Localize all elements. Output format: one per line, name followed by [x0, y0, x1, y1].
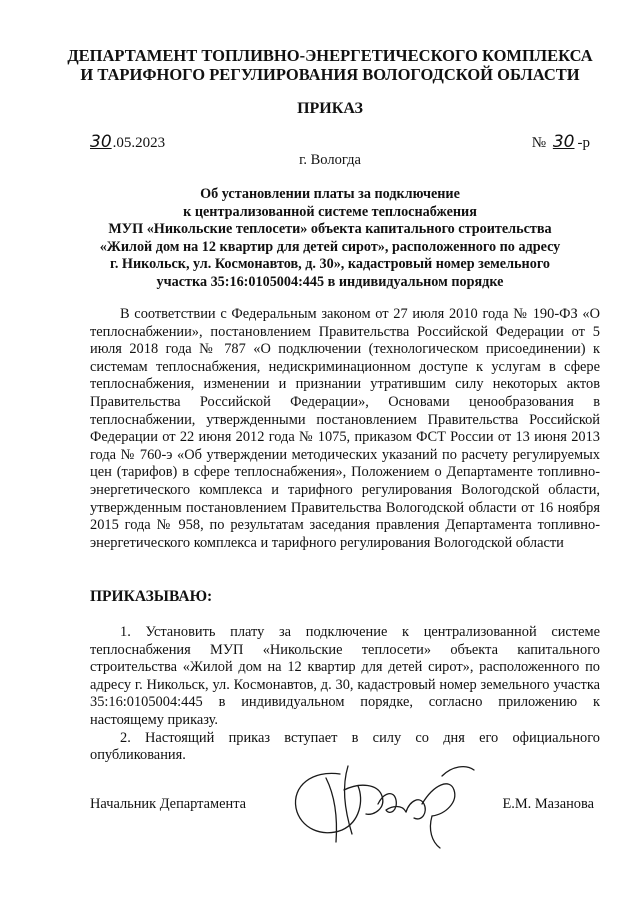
title-line: к централизованной системе теплоснабжения — [183, 203, 477, 220]
department-line-1: ДЕПАРТАМЕНТ ТОПЛИВНО-ЭНЕРГЕТИЧЕСКОГО КОМПЛЕКСА — [67, 46, 593, 65]
title-line: участка 35:16:0105004:445 в индивидуальном порядке — [156, 273, 504, 290]
preamble-paragraph: В соответствии с Федеральным законом от 27 июля 2010 года № 190-ФЗ «О теплоснабжении», постановлением Правительства Российской Федерации от 5 июля 2018 года № 787 «О подключении (технологическом присоединении) к системам теплоснабжения, недискриминационном доступе к услугам в сфере теплоснабжения, изменении и признании утратившим силу некоторых актов Правительства Российской Федерации», Основами ценообразования в теплоснабжении, утвержденными постановлением Правительства Российской Федерации от 22 июня 2012 года № 1075, приказом ФСТ России от 13 июня 2013 года № 760-э «Об утверждении методических указаний по расчету регулируемых цен (тарифов) в сфере теплоснабжения», Положением о Департаменте топливно-энергетического комплекса и тарифного регулирования Вологодской области, утвержденным постановлением Правительства Вологодской области от 16 ноября 2015 года № 958, по результатам заседания правления Департамента топливно-энергетического комплекса и тарифного регулирования Вологодской области — [90, 306, 600, 551]
order-item-1: 1. Установить плату за подключение к централизованной системе теплоснабжения МУП «Никольские теплосети» объекта капитального строительства «Жилой дом на 12 квартир для детей сирот», расположенного по адресу г. Никольск, ул. Космонавтов, д. 30, кадастровый номер земельного участка 35:16:0105004:445 в индивидуальном порядке, согласно приложению к настоящему приказу. — [90, 624, 600, 728]
city: г. Вологда — [299, 152, 361, 168]
title-line: г. Никольск, ул. Космонавтов, д. 30», кадастровый номер земельного — [109, 256, 551, 272]
number-prefix: № — [531, 135, 547, 151]
document-number — [532, 132, 590, 152]
order-items — [90, 624, 600, 765]
number-suffix: -р — [577, 135, 590, 151]
order-item-2: 2. Настоящий приказ вступает в силу со дня его официального опубликования. — [90, 729, 600, 764]
preamble-block — [90, 306, 600, 552]
signer-name: Е.М. Мазанова — [502, 796, 594, 812]
date-rest: .05.2023 — [112, 135, 166, 151]
department-line-2: И ТАРИФНОГО РЕГУЛИРОВАНИЯ ВОЛОГОДСКОЙ ОБЛАСТИ — [80, 65, 580, 84]
handwritten-signature — [282, 756, 492, 856]
document-title — [80, 186, 580, 291]
title-line: Об установлении платы за подключение — [200, 186, 460, 202]
number-handwritten: 30 — [552, 132, 575, 152]
document-date — [90, 132, 165, 152]
title-line: МУП «Никольские теплосети» объекта капитального строительства — [108, 221, 552, 237]
date-day-handwritten: 30 — [90, 132, 112, 152]
signer-position: Начальник Департамента — [90, 796, 247, 812]
document-type: ПРИКАЗ — [297, 100, 363, 117]
order-heading: ПРИКАЗЫВАЮ: — [90, 588, 213, 605]
department-header — [60, 46, 600, 84]
title-line: «Жилой дом на 12 квартир для детей сирот», расположенного по адресу — [99, 238, 561, 255]
